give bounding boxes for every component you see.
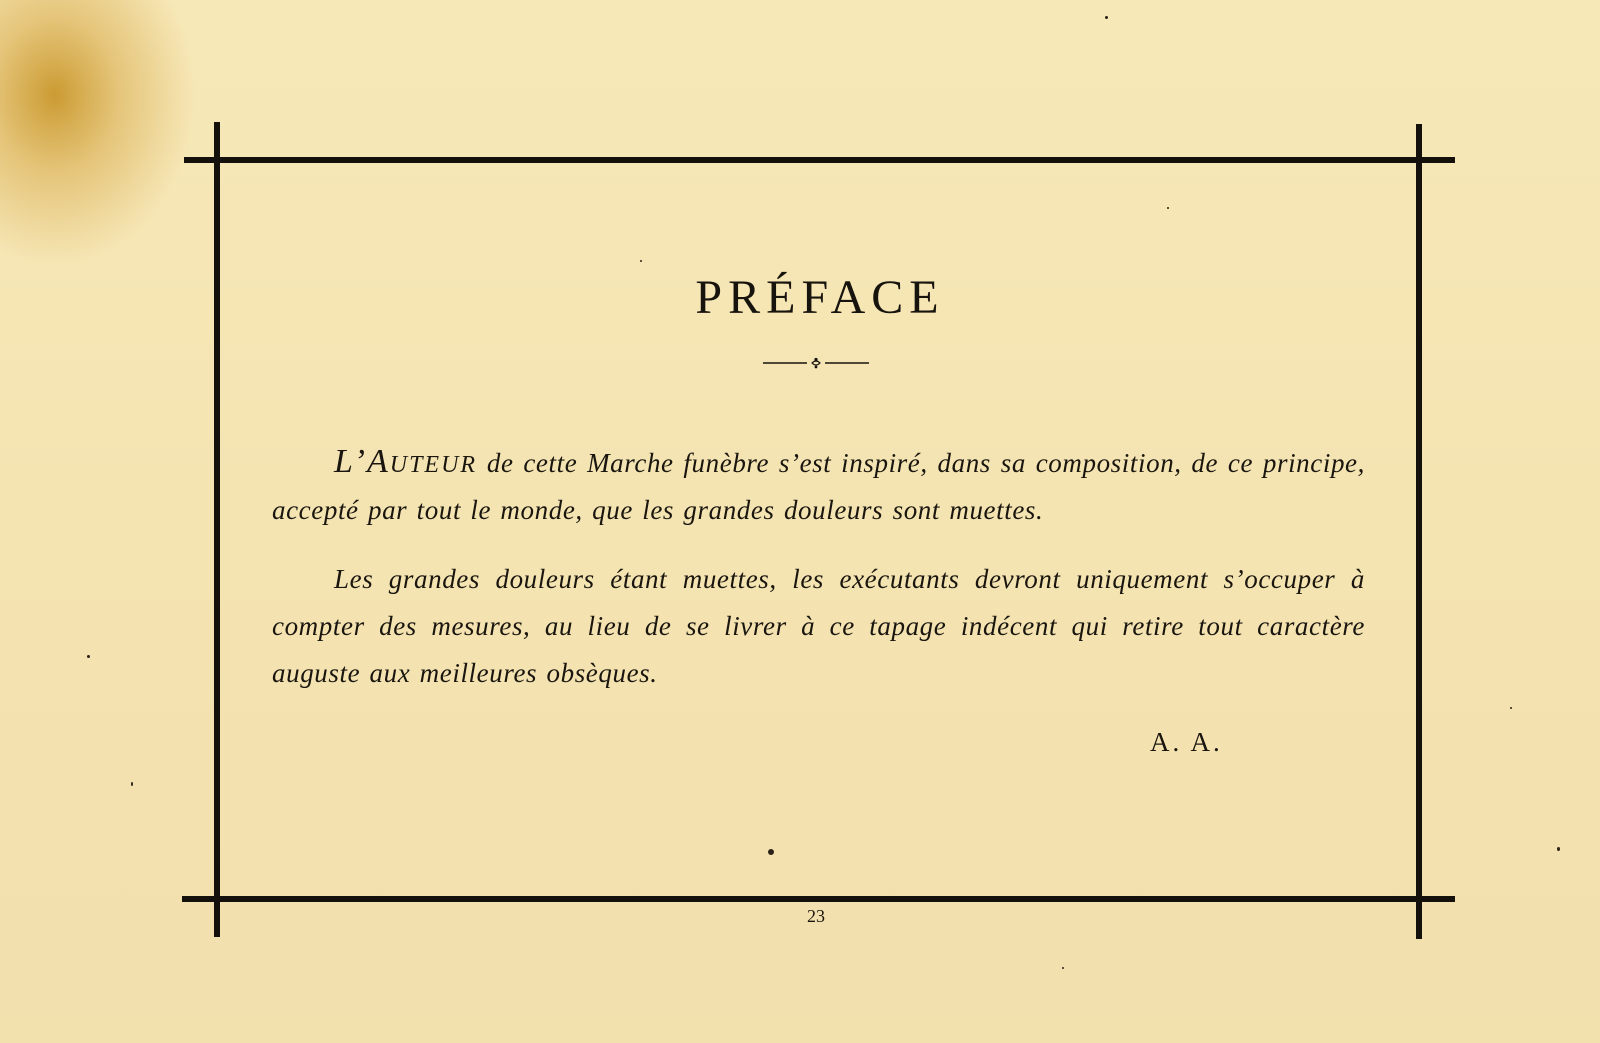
author-signature: A. A. <box>1150 727 1223 757</box>
preface-paragraph-2: Les grandes douleurs étant muettes, les exécutants devront uniquement s’occuper à compter des mesures, au lieu de se livrer à ce tapage indécent qui retire tout caractère auguste aux meilleures obsèques. <box>272 564 1365 688</box>
frame-top-rule <box>184 157 1455 163</box>
frame-left-rule <box>214 122 220 937</box>
paper-speck <box>1167 207 1169 209</box>
page-title: PRÉFACE <box>695 271 945 324</box>
paper-speck <box>131 782 133 786</box>
paper-speck <box>1105 16 1108 19</box>
initial-word: L’Auteur <box>334 443 478 480</box>
paper-speck <box>87 655 90 658</box>
page-number: 23 <box>807 906 825 926</box>
paper-speck <box>1062 967 1064 969</box>
paper-speck <box>1510 707 1512 709</box>
paper-speck <box>640 260 642 262</box>
frame-right-rule <box>1416 124 1422 939</box>
paper-speck <box>1557 847 1560 851</box>
ornament-divider-icon <box>763 357 869 369</box>
paper-speck <box>768 849 774 855</box>
paragraph-1-text: de cette Marche funèbre s’est inspiré, dans sa composition, de ce principe, accepté par tout le monde, que les grandes douleurs sont muettes. <box>272 448 1365 525</box>
frame-bottom-rule <box>182 896 1455 902</box>
preface-paragraph-1 <box>272 438 1365 534</box>
